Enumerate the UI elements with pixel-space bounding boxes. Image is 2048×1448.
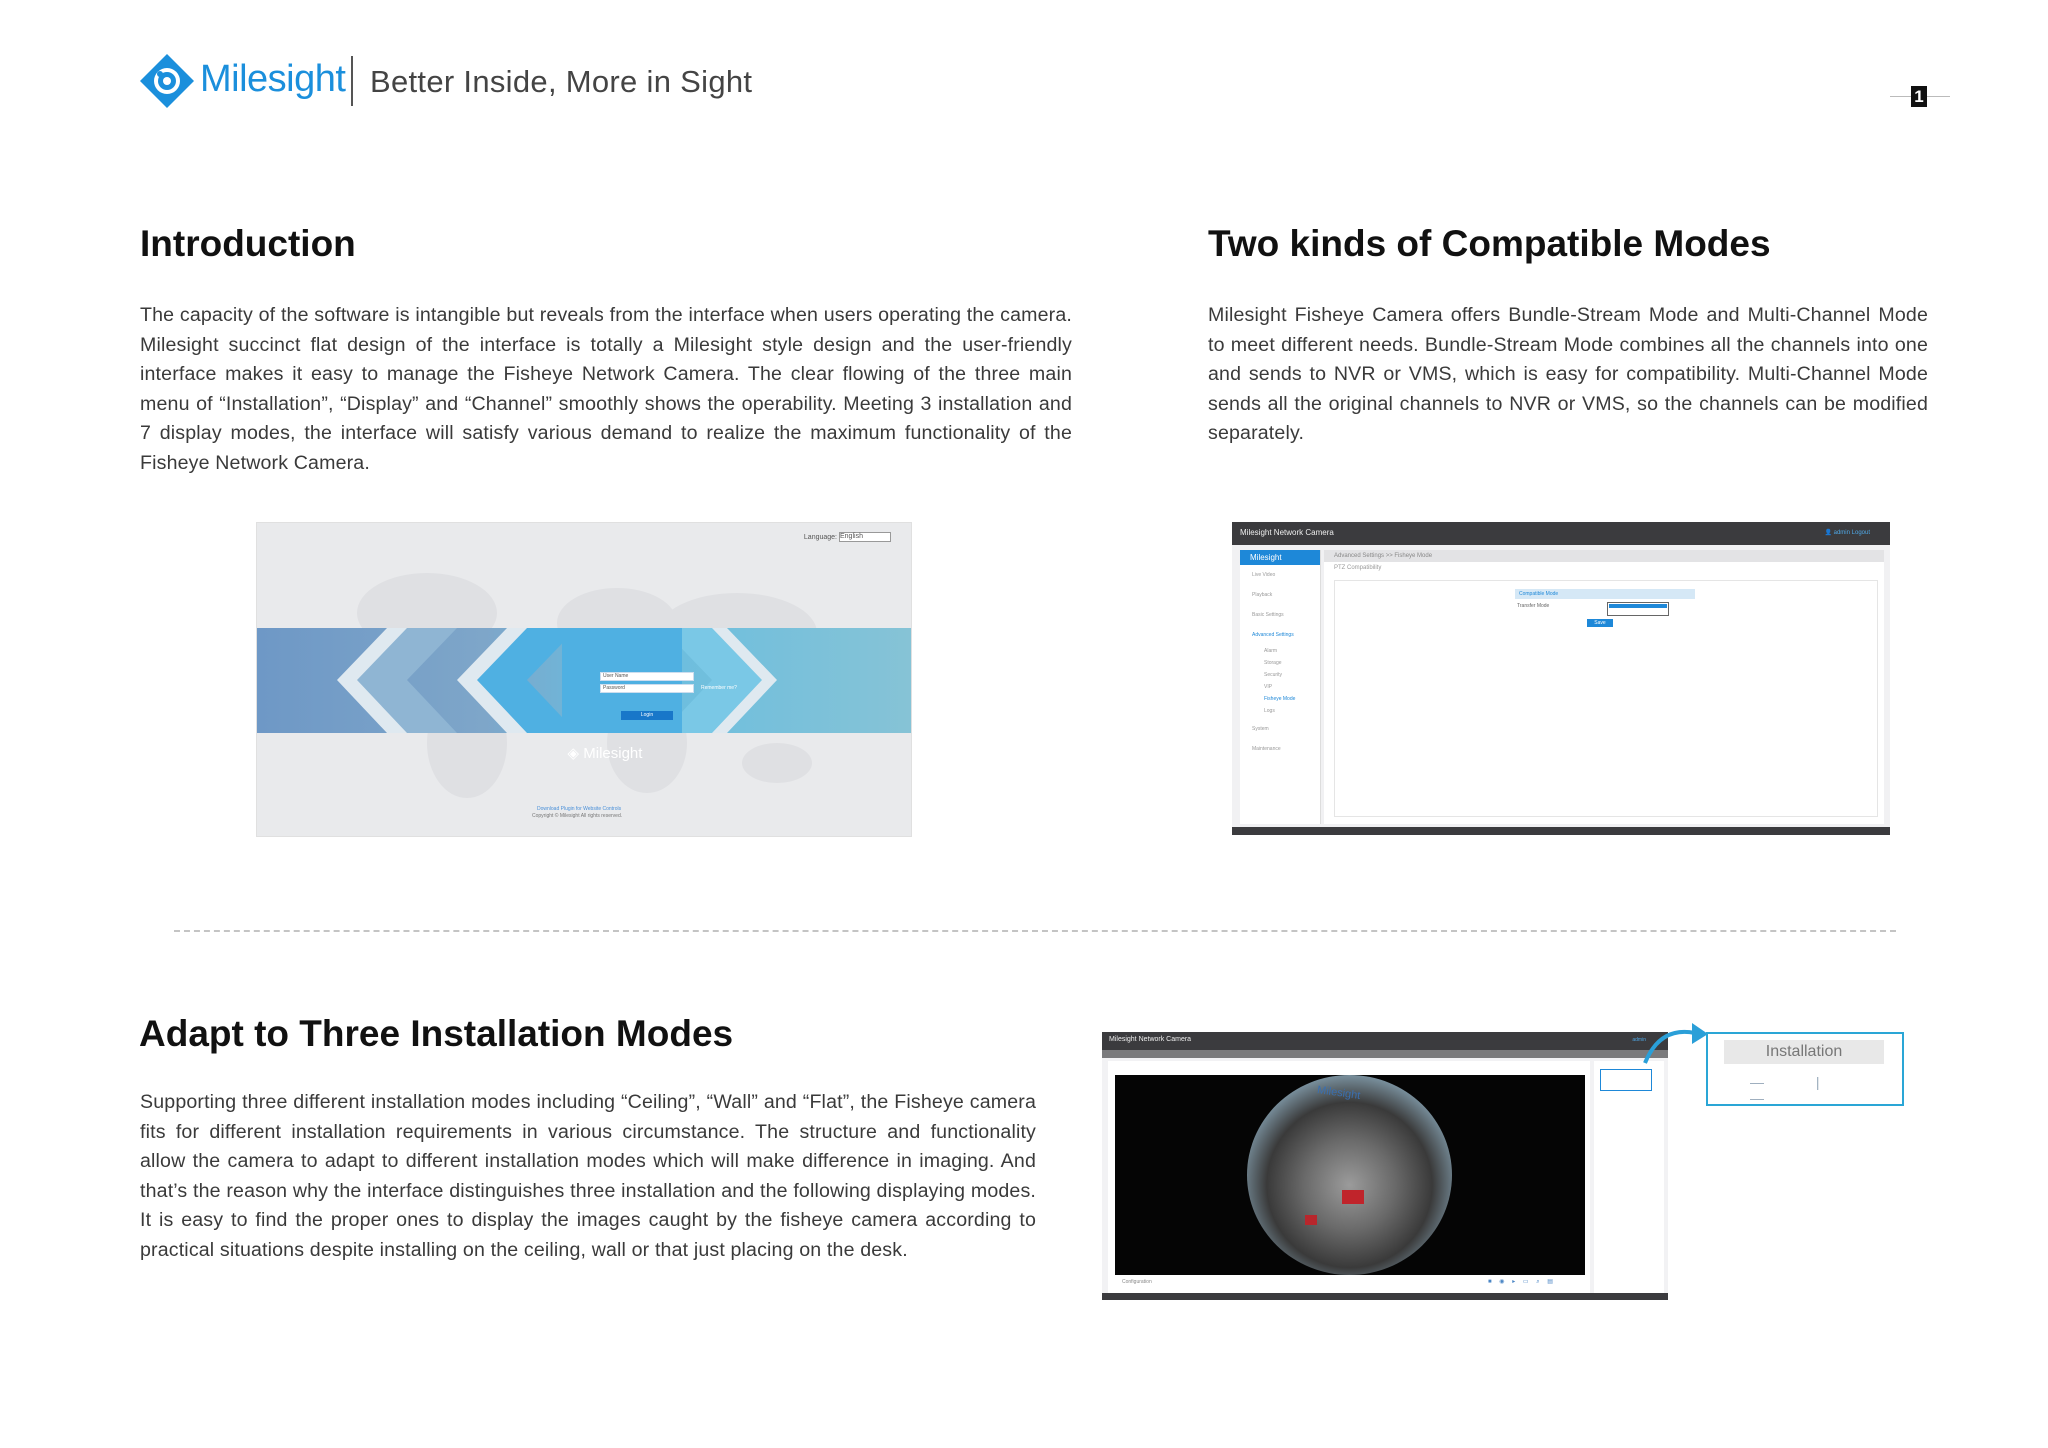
compatible-modes-title: Two kinds of Compatible Modes: [1208, 223, 1771, 264]
milesight-logo-icon: [140, 54, 194, 108]
transfer-mode-label: Transfer Mode: [1517, 603, 1550, 609]
dropdown-option[interactable]: [1609, 604, 1667, 608]
remember-me-checkbox[interactable]: Remember me?: [701, 685, 737, 691]
fisheye-image: [1247, 1075, 1452, 1275]
sidebar-subitem[interactable]: VIP: [1264, 684, 1273, 690]
brand-name: Milesight: [200, 58, 346, 100]
window-title: Milesight Network Camera: [1109, 1036, 1192, 1043]
installation-modes-body: Supporting three different installation modes including “Ceiling”, “Wall” and “Flat”, the Fisheye camera fits for different installation requirements in various circumstance. The structure and functionality allow the camera to adapt to different installation modes which will make difference in imaging. And that’s the reason why the interface distinguishes three installation and the following displaying modes. It is easy to find the proper ones to display the images caught by the fisheye camera according to practical situations despite installing on the ceiling, wall or that just placing on the desk.: [140, 1091, 1036, 1261]
installation-mode-icons[interactable]: — | —: [1750, 1074, 1844, 1106]
window-titlebar: [1102, 1032, 1668, 1050]
installation-modes-title: Adapt to Three Installation Modes: [139, 1013, 734, 1054]
section-divider: [174, 930, 1896, 932]
video-toolbar-icons[interactable]: ■ ◉ ▸ ▭ ⌕ ▤: [1488, 1279, 1556, 1285]
window-footer: [1232, 827, 1890, 835]
settings-screenshot: [1232, 522, 1890, 835]
sidebar-subitem[interactable]: Alarm: [1264, 648, 1278, 654]
logout-link[interactable]: Logout: [1851, 530, 1870, 536]
breadcrumb: Advanced Settings >> Fisheye Mode: [1324, 550, 1884, 562]
sidebar-item[interactable]: Live Video: [1252, 572, 1276, 578]
sidebar: [1240, 550, 1321, 824]
login-brand-text: Milesight: [583, 745, 643, 762]
settings-panel: [1334, 580, 1878, 817]
sidebar-subitem[interactable]: Logs: [1264, 708, 1275, 714]
compatible-mode-header: Compatible Mode: [1515, 589, 1695, 599]
language-dropdown[interactable]: English: [839, 532, 891, 542]
window-titlebar: [1232, 522, 1890, 545]
sidebar-item[interactable]: Playback: [1252, 592, 1273, 598]
window-title: Milesight Network Camera: [1240, 528, 1334, 537]
sidebar-item[interactable]: Basic Settings: [1252, 612, 1284, 618]
save-button[interactable]: Save: [1587, 619, 1613, 627]
settings-main: [1324, 550, 1884, 824]
user-menu[interactable]: admin: [1632, 1037, 1646, 1043]
login-banner: [257, 628, 911, 762]
login-button[interactable]: Login: [621, 711, 673, 720]
sidebar-item[interactable]: System: [1252, 726, 1269, 732]
introduction-body: The capacity of the software is intangible but reveals from the interface when users operating the camera. Milesight succinct flat design of the interface is totally a Milesight style design and the user-friendly interface makes it easy to manage the Fisheye Network Camera. The clear flowing of the three main menu of “Installation”, “Display” and “Channel” smoothly shows the operability. Meeting 3 installation and 7 display modes, the interface will satisfy various demand to realize the maximum functionality of the Fisheye Network Camera.: [140, 304, 1072, 474]
sidebar-subitem[interactable]: Storage: [1264, 660, 1282, 666]
sidebar-subitem[interactable]: Security: [1264, 672, 1283, 678]
header-divider: [351, 56, 353, 106]
sidebar-subitem-active[interactable]: Fisheye Mode: [1264, 696, 1296, 702]
installation-callout: [1706, 1032, 1904, 1106]
username-input[interactable]: User Name: [600, 672, 694, 681]
language-label: Language:: [803, 533, 837, 541]
download-plugin-link[interactable]: Download Plugin for Website Controls: [537, 806, 622, 812]
login-screenshot: [256, 522, 912, 837]
login-brand: [568, 744, 643, 762]
sidebar-brand: Milesight: [1240, 550, 1320, 565]
sidebar-item[interactable]: Advanced Settings: [1252, 632, 1294, 638]
transfer-mode-select[interactable]: [1607, 602, 1669, 616]
live-view-screenshot: [1102, 1032, 1668, 1300]
window-footer: [1102, 1293, 1668, 1300]
fisheye-object: [1305, 1215, 1317, 1225]
sidebar-item[interactable]: Maintenance: [1252, 746, 1281, 752]
language-selector[interactable]: [804, 532, 891, 542]
live-view-main: [1108, 1061, 1590, 1293]
installation-label: Installation: [1724, 1040, 1884, 1064]
settings-tabs[interactable]: PTZ Compatibility: [1334, 565, 1382, 571]
login-logo-icon: ◈: [567, 745, 584, 762]
user-icon: 👤: [1824, 530, 1834, 536]
chevron-decoration: [257, 618, 911, 743]
tagline: Better Inside, More in Sight: [370, 64, 753, 99]
compatible-modes-body: Milesight Fisheye Camera offers Bundle-Stream Mode and Multi-Channel Mode to meet different needs. Bundle-Stream Mode combines all the channels into one and sends to NVR or VMS, which is easy for compatibility. Multi-Channel Mode sends all the original channels to NVR or VMS, so the channels can be modified separately.: [1208, 304, 1928, 444]
installation-mode-box[interactable]: [1600, 1069, 1652, 1091]
right-panel: [1594, 1061, 1664, 1293]
callout-arrow-icon: [1640, 1018, 1710, 1068]
toolbar: [1102, 1050, 1668, 1058]
page-number: 1: [1911, 86, 1927, 107]
user-menu[interactable]: [1824, 529, 1870, 536]
fisheye-object: [1342, 1190, 1364, 1204]
video-area: [1115, 1075, 1585, 1275]
username: admin: [1833, 530, 1850, 536]
fisheye-brand: Milesight: [1316, 1084, 1362, 1102]
introduction-title: Introduction: [140, 223, 356, 264]
login-copyright: Copyright © Milesight All rights reserved.: [532, 813, 623, 819]
configuration-link[interactable]: Configuration: [1122, 1279, 1152, 1285]
password-input[interactable]: Password: [600, 684, 694, 693]
